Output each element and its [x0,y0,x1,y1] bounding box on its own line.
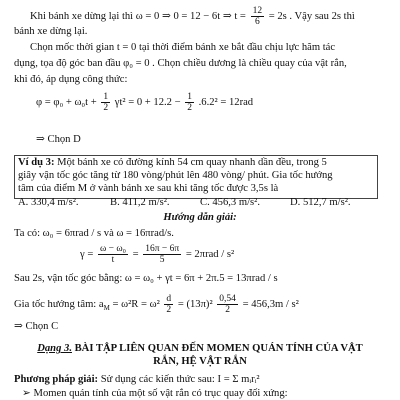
text-span: Khi bánh xe dừng lại thì ω = 0 ⇒ 0 = 12 − 6t ⇒ t = [30,10,246,22]
text-line: khi đó, áp dụng công thức: [14,74,128,85]
answer-line: ⇒ Chọn C [14,321,59,332]
method-label: Phương pháp giải: [14,374,99,385]
text-line: Sau 2s, vận tốc góc bằng: ω = ω₀ + γt = 6π + 2π.5 = 13πrad / s [14,273,278,284]
text-span: = 2s . Vậy sau 2s thì [268,10,355,22]
text-line: bánh xe dừng lại. [14,26,88,37]
example-line: giây vận tốc góc tăng từ 180 vòng/phút lên 480 vòng/ phút. Gia tốc hướng [18,170,333,181]
section-label: Dạng 3. [37,343,72,354]
text-line: dụng, tọa độ góc ban đầu φ₀ = 0 . Chọn chiều dương là chiều quay của vật rắn, [14,58,347,69]
answer-line: ⇒ Chọn D [36,134,81,145]
option-b: B. 411,2 m/s². [110,197,170,208]
option-a: A. 330,4 m/s². [18,197,79,208]
text-line: Chọn mốc thời gian t = 0 tại thời điểm bánh xe bắt đầu chịu lực hãm tác [30,42,336,53]
equation-gamma: γ = $\frac{\text{ω − ω₀}}{t}$ = $\frac{16\pi - 6\pi}{5}$ = 2πrad / s² [80,244,235,265]
section-title: Dạng 3. BÀI TẬP LIÊN QUAN ĐẾN MOMEN QUÁN TÍNH CỦA VẬT [37,343,363,354]
example-line: tâm của điểm M ở vành bánh xe sau khi tăng tốc được 3,5s là [18,183,279,194]
fraction: $\frac{12}{6}$ [252,6,263,27]
solution-heading: Hướng dẫn giải: [163,212,237,223]
option-c: C. 456,3 m/s². [200,197,260,208]
option-d: D. 512,7 m/s². [290,197,351,208]
example-line: Ví dụ 3: Một bánh xe có đường kính 54 cm quay nhanh dần đều, trong 5 [18,157,327,168]
equation-phi: φ = φ₀ + ω₀t + $\frac{1}{2}$ γt² = 0 + 12.2 − $\frac{1}{2}$ .6.2² = 12rad [36,92,254,113]
bullet-line: ➢ Momen quán tính của một số vật rắn có trục quay đối xứng: [22,388,288,399]
text-line [30,6,355,27]
example-label: Ví dụ 3: [18,157,55,168]
section-title: RẮN, HỆ VẬT RẮN [153,356,247,367]
method-line: Phương pháp giải: Sử dụng các kiến thức sau: I = Σ mᵢrᵢ² [14,374,260,385]
equation-acceleration: Gia tốc hướng tâm: $a_M = \omega^2R = \omega^2$ $\frac{d}{2}$ = (13π)² $\frac{0,54}{2}$ = 456,3m / s² [14,294,299,315]
text-line: Ta có: ω₀ = 6πrad / s và ω = 16πrad/s. [14,228,174,239]
